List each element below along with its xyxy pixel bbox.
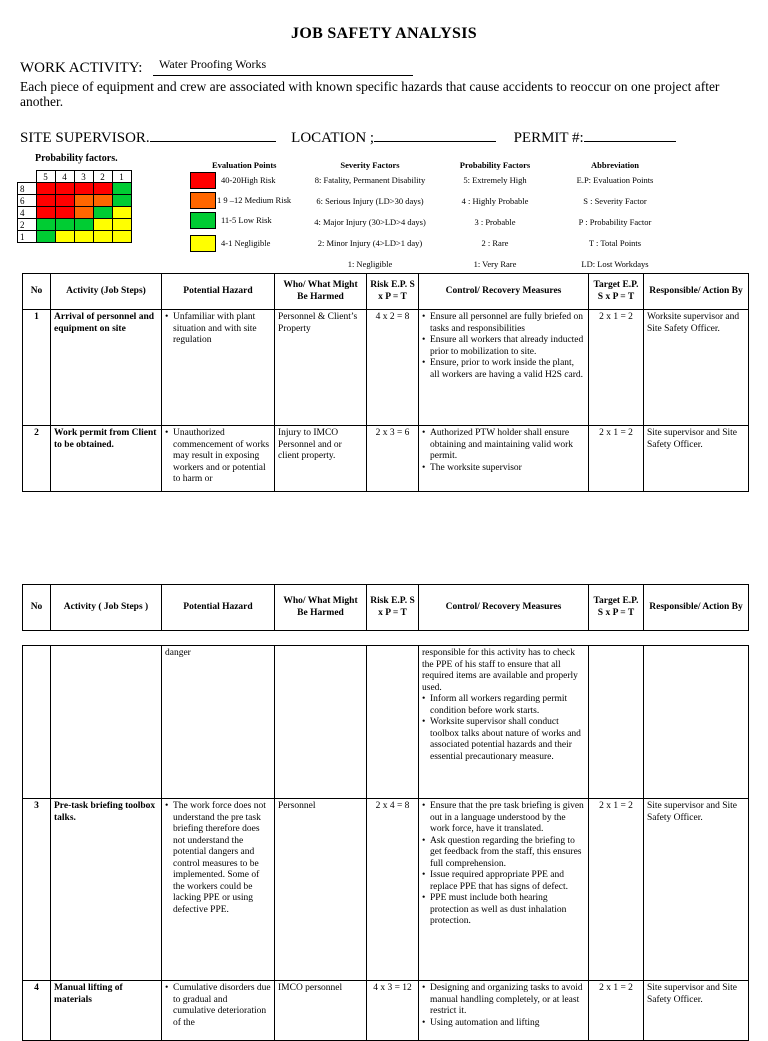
table-row bbox=[23, 799, 749, 981]
site-supervisor-label: SITE SUPERVISOR. bbox=[20, 130, 150, 146]
bullet-item: • Unauthorized commencement of works may result in exposing workers and or potential to harm or bbox=[173, 428, 271, 486]
grid-cell bbox=[36, 231, 55, 243]
grid-cell bbox=[36, 219, 55, 231]
responsible-cell bbox=[644, 799, 749, 981]
grid-cell bbox=[55, 207, 74, 219]
grid-row-header: 6 bbox=[18, 195, 37, 207]
bullet-list bbox=[422, 801, 585, 928]
probability-factors-item: 3 : Probable bbox=[474, 217, 516, 227]
cell-content: Worksite supervisor and Site Safety Officer. bbox=[647, 312, 740, 334]
cell-content bbox=[422, 983, 585, 1029]
abbreviation-item: P : Probability Factor bbox=[578, 217, 652, 227]
permit-field bbox=[584, 127, 676, 142]
harmed-cell bbox=[275, 646, 367, 799]
location-label: LOCATION ; bbox=[291, 130, 375, 146]
risk-color-swatch bbox=[190, 235, 216, 252]
hazard-text: danger bbox=[165, 648, 191, 658]
cell-content bbox=[422, 312, 585, 381]
row-number bbox=[23, 981, 51, 1041]
evaluation-points-legend bbox=[190, 160, 310, 253]
cell-content: 1 bbox=[34, 312, 39, 322]
jsa-table-page2 bbox=[22, 645, 749, 1041]
controls-text: responsible for this activity has to check the PPE of his staff to ensure that all required items are available and properly used. bbox=[422, 648, 578, 693]
cell-content bbox=[422, 428, 585, 474]
grid-cell bbox=[74, 207, 93, 219]
grid-column-header: 3 bbox=[74, 171, 93, 183]
evaluation-item-label: 1 9 –12 Medium Risk bbox=[217, 195, 292, 205]
controls-cell bbox=[419, 426, 589, 492]
probability-factors-item: 1: Very Rare bbox=[473, 259, 517, 269]
table-row bbox=[23, 426, 749, 492]
bullet-item: • Using automation and lifting bbox=[430, 1018, 585, 1030]
grid-cell bbox=[93, 195, 112, 207]
severity-factors-legend bbox=[310, 160, 430, 275]
controls-cell bbox=[419, 981, 589, 1041]
abbreviation-item: LD: Lost Workdays bbox=[581, 259, 649, 269]
severity-factors-heading: Severity Factors bbox=[340, 160, 400, 170]
bullet-list bbox=[165, 983, 271, 1029]
target-cell bbox=[589, 799, 644, 981]
work-activity-value: Water Proofing Works bbox=[153, 57, 413, 76]
abbreviation-heading: Abbreviation bbox=[590, 160, 640, 170]
controls-cell bbox=[419, 799, 589, 981]
bullet-item: • Designing and organizing tasks to avoid manual handling completely, or at least restrict it. bbox=[430, 983, 585, 1018]
abbreviation-item: S : Severity Factor bbox=[583, 196, 647, 206]
grid-cell bbox=[93, 183, 112, 195]
column-header: Control/ Recovery Measures bbox=[419, 274, 589, 310]
jsa-table-page2-header bbox=[22, 584, 749, 631]
bullet-item: • Issue required appropriate PPE and replace PPE that has signs of defect. bbox=[430, 870, 585, 893]
hazard-cell bbox=[162, 646, 275, 799]
severity-factors-item: 4: Major Injury (30>LD>4 days) bbox=[314, 217, 426, 227]
responsible-cell bbox=[644, 310, 749, 426]
risk-cell bbox=[367, 646, 419, 799]
harmed-cell bbox=[275, 310, 367, 426]
column-header: Target E.P. S x P = T bbox=[589, 585, 644, 631]
evaluation-item-label: 40-20High Risk bbox=[221, 175, 276, 185]
cell-content: Injury to IMCO Personnel and or client property. bbox=[278, 428, 342, 461]
probability-factors-item: 2 : Rare bbox=[481, 238, 509, 248]
risk-cell bbox=[367, 799, 419, 981]
bullet-item: • The worksite supervisor bbox=[430, 463, 585, 475]
hazard-cell bbox=[162, 310, 275, 426]
harmed-cell bbox=[275, 426, 367, 492]
cell-content bbox=[165, 428, 271, 486]
cell-content bbox=[165, 983, 271, 1029]
cell-content: Personnel & Client’s Property bbox=[278, 312, 358, 334]
grid-cell bbox=[93, 231, 112, 243]
cell-content: Site supervisor and Site Safety Officer. bbox=[647, 428, 737, 450]
grid-cell bbox=[36, 195, 55, 207]
cell-content: Site supervisor and Site Safety Officer. bbox=[647, 983, 737, 1005]
grid-cell bbox=[55, 219, 74, 231]
cell-content: Personnel bbox=[278, 801, 316, 811]
column-header: No bbox=[23, 585, 51, 631]
intro-text: Each piece of equipment and crew are associated with known specific hazards that cause accidents to reoccur on one project after another. bbox=[20, 79, 720, 109]
responsible-cell bbox=[644, 981, 749, 1041]
cell-content: Manual lifting of materials bbox=[54, 983, 123, 1005]
cell-content: Arrival of personnel and equipment on site bbox=[54, 312, 155, 334]
cell-content: Pre-task briefing toolbox talks. bbox=[54, 801, 156, 823]
grid-column-header: 1 bbox=[112, 171, 131, 183]
activity-cell bbox=[51, 310, 162, 426]
cell-content: 2 x 1 = 2 bbox=[599, 983, 633, 993]
activity-cell bbox=[51, 646, 162, 799]
column-header: Risk E.P. S x P = T bbox=[367, 585, 419, 631]
target-cell bbox=[589, 310, 644, 426]
severity-factors-item: 8: Fatality, Permanent Disability bbox=[314, 175, 426, 185]
work-activity-label: WORK ACTIVITY: bbox=[20, 60, 143, 76]
column-header: No bbox=[23, 274, 51, 310]
bullet-item: • Worksite supervisor shall conduct toolbox talks about nature of works and associated potential hazards and their essential precautionary measure. bbox=[430, 717, 585, 763]
cell-content bbox=[165, 801, 271, 916]
grid-cell bbox=[36, 183, 55, 195]
cell-content: Work permit from Client to be obtained. bbox=[54, 428, 157, 450]
document-title: JOB SAFETY ANALYSIS bbox=[291, 25, 477, 42]
responsible-cell bbox=[644, 426, 749, 492]
hazard-cell bbox=[162, 799, 275, 981]
risk-cell bbox=[367, 310, 419, 426]
grid-row-header: 2 bbox=[18, 219, 37, 231]
probability-grid bbox=[17, 170, 132, 243]
bullet-item: • PPE must include both hearing protection as well as dust inhalation protection. bbox=[430, 893, 585, 928]
probability-grid-title: Probability factors. bbox=[35, 153, 118, 164]
bullet-list bbox=[165, 428, 271, 486]
evaluation-item bbox=[190, 190, 310, 210]
harmed-cell bbox=[275, 981, 367, 1041]
table-row bbox=[23, 646, 749, 799]
grid-cell bbox=[112, 231, 131, 243]
bullet-item: • Ensure, prior to work inside the plant, all workers are having a valid H2S card. bbox=[430, 358, 585, 381]
column-header: Control/ Recovery Measures bbox=[419, 585, 589, 631]
controls-cell bbox=[419, 310, 589, 426]
cell-content: 2 x 1 = 2 bbox=[599, 428, 633, 438]
column-header: Activity (Job Steps) bbox=[51, 274, 162, 310]
evaluation-item bbox=[190, 233, 310, 253]
grid-cell bbox=[93, 207, 112, 219]
evaluation-item bbox=[190, 210, 310, 230]
bullet-list bbox=[422, 694, 585, 763]
grid-cell bbox=[55, 183, 74, 195]
grid-cell bbox=[112, 195, 131, 207]
abbreviation-item: E.P: Evaluation Points bbox=[576, 175, 654, 185]
table-row bbox=[23, 310, 749, 426]
column-header: Responsible/ Action By bbox=[644, 274, 749, 310]
evaluation-item-label: 4-1 Negligible bbox=[221, 238, 271, 248]
cell-content bbox=[422, 648, 585, 763]
abbreviation-item: T : Total Points bbox=[588, 238, 642, 248]
cell-content: 2 x 1 = 2 bbox=[599, 801, 633, 811]
severity-factors-item: 1: Negligible bbox=[347, 259, 393, 269]
column-header: Potential Hazard bbox=[162, 274, 275, 310]
cell-content: 3 bbox=[34, 801, 39, 811]
bullet-item: • Ensure all workers that already inducted prior to mobilization to site. bbox=[430, 335, 585, 358]
cell-content: IMCO personnel bbox=[278, 983, 343, 993]
cell-content: 2 x 4 = 8 bbox=[375, 801, 410, 811]
abbreviation-legend bbox=[560, 160, 670, 275]
bullet-item: • Inform all workers regarding permit condition before work starts. bbox=[430, 694, 585, 717]
column-header: Activity ( Job Steps ) bbox=[51, 585, 162, 631]
grid-cell bbox=[74, 195, 93, 207]
column-header: Risk E.P. S x P = T bbox=[367, 274, 419, 310]
bullet-list bbox=[165, 312, 271, 347]
severity-factors-item: 6: Serious Injury (LD>30 days) bbox=[316, 196, 424, 206]
severity-factors-item: 2: Minor Injury (4>LD>1 day) bbox=[317, 238, 423, 248]
cell-content bbox=[422, 801, 585, 928]
probability-factors-item: 4 : Highly Probable bbox=[461, 196, 529, 206]
bullet-item: • Unfamiliar with plant situation and with site regulation bbox=[173, 312, 271, 347]
risk-color-swatch bbox=[190, 172, 216, 189]
bullet-item: • Ensure that the pre task briefing is given out in a language understood by the work force, have it translated. bbox=[430, 801, 585, 836]
cell-content: 2 x 1 = 2 bbox=[599, 312, 633, 322]
harmed-cell bbox=[275, 799, 367, 981]
risk-cell bbox=[367, 981, 419, 1041]
grid-cell bbox=[74, 231, 93, 243]
grid-cell bbox=[36, 207, 55, 219]
grid-column-header: 4 bbox=[55, 171, 74, 183]
row-number bbox=[23, 646, 51, 799]
grid-cell bbox=[93, 219, 112, 231]
grid-cell bbox=[74, 183, 93, 195]
grid-row-header: 8 bbox=[18, 183, 37, 195]
responsible-cell bbox=[644, 646, 749, 799]
row-number bbox=[23, 426, 51, 492]
bullet-list bbox=[422, 428, 585, 474]
evaluation-points-heading: Evaluation Points bbox=[212, 160, 277, 170]
activity-cell bbox=[51, 799, 162, 981]
permit-label: PERMIT #: bbox=[513, 130, 584, 146]
bullet-list bbox=[422, 983, 585, 1029]
bullet-list bbox=[165, 801, 271, 916]
site-supervisor-field bbox=[150, 127, 276, 142]
cell-content bbox=[165, 312, 271, 347]
hazard-cell bbox=[162, 981, 275, 1041]
jsa-table-page1 bbox=[22, 273, 749, 492]
grid-cell bbox=[112, 207, 131, 219]
risk-cell bbox=[367, 426, 419, 492]
column-header: Potential Hazard bbox=[162, 585, 275, 631]
bullet-item: • Cumulative disorders due to gradual and cumulative deterioration of the bbox=[173, 983, 271, 1029]
cell-content bbox=[165, 648, 271, 660]
bullet-item: • Authorized PTW holder shall ensure obtaining and maintaining valid work permit. bbox=[430, 428, 585, 463]
bullet-item: • Ensure all personnel are fully briefed on tasks and responsibilities bbox=[430, 312, 585, 335]
activity-cell bbox=[51, 981, 162, 1041]
grid-column-header: 2 bbox=[93, 171, 112, 183]
grid-cell bbox=[112, 219, 131, 231]
grid-cell bbox=[112, 183, 131, 195]
grid-row-header: 4 bbox=[18, 207, 37, 219]
cell-content: 2 x 3 = 6 bbox=[375, 428, 410, 438]
probability-factors-legend bbox=[450, 160, 540, 275]
column-header: Who/ What Might Be Harmed bbox=[275, 585, 367, 631]
bullet-item: • The work force does not understand the pre task briefing therefore does not understand the potential dangers and control measures to be implemented. Some of the workers could be lacking PPE or using defective PPE. bbox=[173, 801, 271, 916]
target-cell bbox=[589, 426, 644, 492]
target-cell bbox=[589, 646, 644, 799]
location-field bbox=[374, 127, 496, 142]
grid-column-header: 5 bbox=[36, 171, 55, 183]
target-cell bbox=[589, 981, 644, 1041]
probability-factors-heading: Probability Factors bbox=[459, 160, 531, 170]
site-info-row bbox=[20, 127, 676, 147]
cell-content: 4 bbox=[34, 983, 39, 993]
activity-cell bbox=[51, 426, 162, 492]
grid-row-header: 1 bbox=[18, 231, 37, 243]
bullet-item: • Ask question regarding the briefing to get feedback from the staff, this ensures full comprehension. bbox=[430, 836, 585, 871]
hazard-cell bbox=[162, 426, 275, 492]
controls-cell bbox=[419, 646, 589, 799]
risk-color-swatch bbox=[190, 212, 216, 229]
row-number bbox=[23, 799, 51, 981]
grid-cell bbox=[74, 219, 93, 231]
column-header: Responsible/ Action By bbox=[644, 585, 749, 631]
probability-factors-item: 5: Extremely High bbox=[463, 175, 527, 185]
cell-content: 2 bbox=[34, 428, 39, 438]
grid-cell bbox=[55, 231, 74, 243]
cell-content: 4 x 2 = 8 bbox=[375, 312, 410, 322]
grid-corner bbox=[18, 171, 37, 183]
column-header: Who/ What Might Be Harmed bbox=[275, 274, 367, 310]
row-number bbox=[23, 310, 51, 426]
cell-content: Site supervisor and Site Safety Officer. bbox=[647, 801, 737, 823]
risk-color-swatch bbox=[190, 192, 216, 209]
bullet-list bbox=[422, 312, 585, 381]
table-row bbox=[23, 981, 749, 1041]
grid-cell bbox=[55, 195, 74, 207]
column-header: Target E.P. S x P = T bbox=[589, 274, 644, 310]
cell-content: 4 x 3 = 12 bbox=[373, 983, 412, 993]
evaluation-item bbox=[190, 170, 310, 190]
evaluation-item-label: 11-5 Low Risk bbox=[221, 215, 272, 225]
